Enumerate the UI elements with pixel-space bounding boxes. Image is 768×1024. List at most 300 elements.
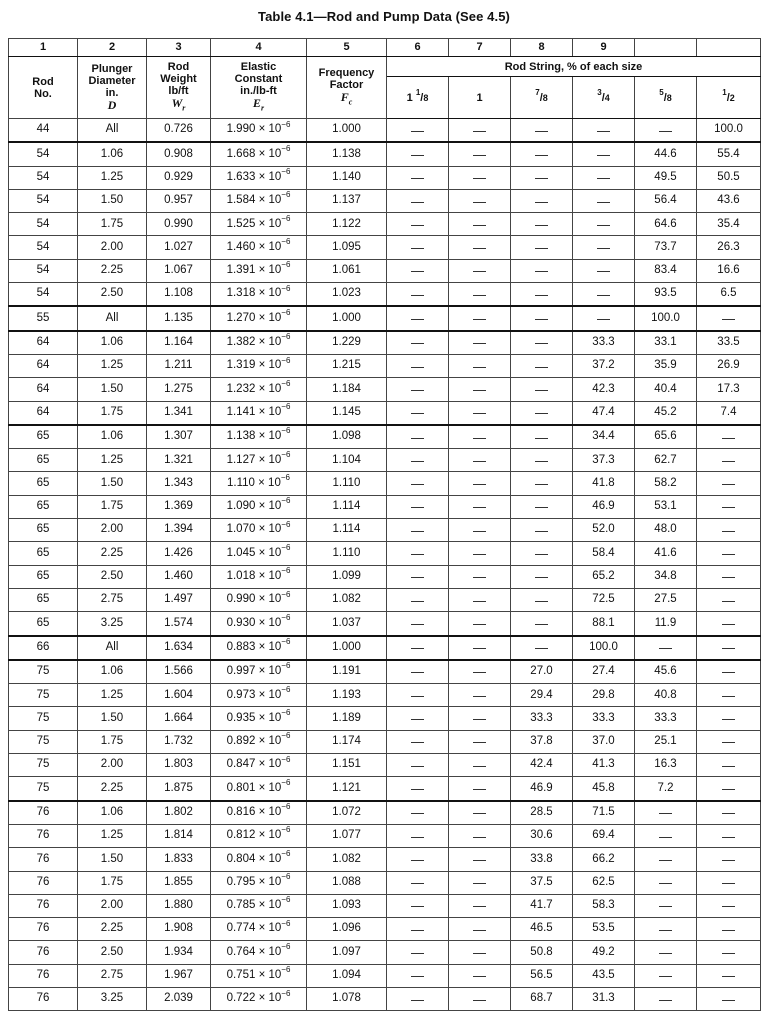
cell-pct-5-8: 40.4 bbox=[635, 378, 697, 401]
cell-elastic-constant: $1.460 \times 10^{-6}$ bbox=[211, 236, 307, 259]
table-row bbox=[9, 142, 761, 166]
cell-rod-weight: 1.634 bbox=[147, 636, 211, 660]
cell-elastic-constant: $0.847 \times 10^{-6}$ bbox=[211, 754, 307, 777]
cell-pct-5-8: 16.3 bbox=[635, 754, 697, 777]
column-number: 2 bbox=[78, 39, 147, 57]
cell-frequency-factor: 1.000 bbox=[307, 119, 387, 143]
cell-pct-5-8: — bbox=[635, 987, 697, 1010]
cell-rod-weight: 1.664 bbox=[147, 707, 211, 730]
cell-pct-5-8: 7.2 bbox=[635, 777, 697, 801]
cell-rod-weight: 2.039 bbox=[147, 987, 211, 1010]
cell-frequency-factor: 1.094 bbox=[307, 964, 387, 987]
cell-pct-1-2: — bbox=[697, 449, 761, 472]
cell-pct-5-8: 62.7 bbox=[635, 449, 697, 472]
cell-pct-1-2: — bbox=[697, 848, 761, 871]
cell-pct-3-4: — bbox=[573, 213, 635, 236]
cell-frequency-factor: 1.151 bbox=[307, 754, 387, 777]
cell-pct-5-8: 33.1 bbox=[635, 331, 697, 355]
column-number: 9 bbox=[573, 39, 635, 57]
table-row bbox=[9, 495, 761, 518]
cell-elastic-constant: $1.138 \times 10^{-6}$ bbox=[211, 425, 307, 449]
cell-pct-5-8: — bbox=[635, 119, 697, 143]
cell-rod-weight: 1.732 bbox=[147, 730, 211, 753]
cell-pct-1-1-8: — bbox=[387, 918, 449, 941]
cell-frequency-factor: 1.145 bbox=[307, 401, 387, 425]
cell-pct-1-2: 50.5 bbox=[697, 166, 761, 189]
cell-pct-1-1-8: — bbox=[387, 964, 449, 987]
cell-rod-no: 54 bbox=[9, 259, 78, 282]
cell-pct-3-4: — bbox=[573, 189, 635, 212]
cell-elastic-constant: $1.045 \times 10^{-6}$ bbox=[211, 542, 307, 565]
cell-rod-weight: 1.426 bbox=[147, 542, 211, 565]
cell-elastic-constant: $1.318 \times 10^{-6}$ bbox=[211, 283, 307, 307]
cell-pct-5-8: 83.4 bbox=[635, 259, 697, 282]
column-number: 5 bbox=[307, 39, 387, 57]
cell-pct-1-1-8: — bbox=[387, 472, 449, 495]
cell-plunger-diameter: 3.25 bbox=[78, 987, 147, 1010]
cell-pct-7-8: 50.8 bbox=[511, 941, 573, 964]
cell-pct-7-8: — bbox=[511, 378, 573, 401]
cell-pct-5-8: — bbox=[635, 918, 697, 941]
cell-pct-7-8: 46.5 bbox=[511, 918, 573, 941]
cell-rod-no: 76 bbox=[9, 801, 78, 825]
cell-pct-3-4: 58.3 bbox=[573, 894, 635, 917]
cell-frequency-factor: 1.096 bbox=[307, 918, 387, 941]
cell-pct-3-4: 100.0 bbox=[573, 636, 635, 660]
cell-pct-3-4: — bbox=[573, 236, 635, 259]
column-number: 1 bbox=[9, 39, 78, 57]
cell-pct-1-1-8: — bbox=[387, 306, 449, 330]
cell-plunger-diameter: 1.06 bbox=[78, 801, 147, 825]
cell-pct-3-4: 52.0 bbox=[573, 519, 635, 542]
cell-pct-7-8: — bbox=[511, 354, 573, 377]
header-rod-no bbox=[9, 57, 78, 119]
cell-plunger-diameter: 1.06 bbox=[78, 660, 147, 684]
column-number: 8 bbox=[511, 39, 573, 57]
cell-pct-3-4: 31.3 bbox=[573, 987, 635, 1010]
cell-pct-1: — bbox=[449, 848, 511, 871]
cell-rod-no: 54 bbox=[9, 189, 78, 212]
cell-pct-1-2: 26.3 bbox=[697, 236, 761, 259]
cell-pct-1-2: — bbox=[697, 495, 761, 518]
cell-pct-1: — bbox=[449, 166, 511, 189]
cell-pct-3-4: 47.4 bbox=[573, 401, 635, 425]
table-row bbox=[9, 824, 761, 847]
cell-pct-1-2: — bbox=[697, 777, 761, 801]
cell-elastic-constant: $0.801 \times 10^{-6}$ bbox=[211, 777, 307, 801]
cell-pct-1-1-8: — bbox=[387, 189, 449, 212]
cell-pct-1-2: — bbox=[697, 306, 761, 330]
cell-pct-7-8: 33.8 bbox=[511, 848, 573, 871]
cell-pct-5-8: 49.5 bbox=[635, 166, 697, 189]
cell-pct-1: — bbox=[449, 707, 511, 730]
cell-rod-no: 76 bbox=[9, 941, 78, 964]
cell-pct-7-8: — bbox=[511, 519, 573, 542]
cell-frequency-factor: 1.000 bbox=[307, 306, 387, 330]
cell-pct-1: — bbox=[449, 777, 511, 801]
cell-rod-no: 65 bbox=[9, 588, 78, 611]
table-row bbox=[9, 236, 761, 259]
cell-rod-no: 65 bbox=[9, 565, 78, 588]
cell-pct-3-4: — bbox=[573, 283, 635, 307]
cell-pct-5-8: 53.1 bbox=[635, 495, 697, 518]
cell-rod-no: 76 bbox=[9, 848, 78, 871]
header-weight-symbol: $W_r$ bbox=[171, 95, 186, 113]
cell-frequency-factor: 1.138 bbox=[307, 142, 387, 166]
cell-pct-5-8: 64.6 bbox=[635, 213, 697, 236]
header-elastic-symbol: $E_r$ bbox=[252, 95, 265, 113]
cell-plunger-diameter: 2.75 bbox=[78, 588, 147, 611]
cell-pct-1-2: — bbox=[697, 824, 761, 847]
cell-rod-no: 75 bbox=[9, 660, 78, 684]
table-row bbox=[9, 612, 761, 636]
cell-elastic-constant: $1.382 \times 10^{-6}$ bbox=[211, 331, 307, 355]
cell-pct-7-8: — bbox=[511, 588, 573, 611]
cell-pct-5-8: — bbox=[635, 871, 697, 894]
cell-plunger-diameter: 1.50 bbox=[78, 378, 147, 401]
cell-elastic-constant: $1.319 \times 10^{-6}$ bbox=[211, 354, 307, 377]
cell-pct-7-8: — bbox=[511, 166, 573, 189]
cell-frequency-factor: 1.137 bbox=[307, 189, 387, 212]
cell-rod-no: 76 bbox=[9, 987, 78, 1010]
cell-rod-no: 75 bbox=[9, 684, 78, 707]
table-row bbox=[9, 542, 761, 565]
cell-rod-weight: 1.574 bbox=[147, 612, 211, 636]
cell-pct-1-1-8: — bbox=[387, 777, 449, 801]
cell-rod-no: 76 bbox=[9, 871, 78, 894]
cell-rod-no: 54 bbox=[9, 166, 78, 189]
cell-pct-1-2: — bbox=[697, 964, 761, 987]
cell-pct-1-2: — bbox=[697, 588, 761, 611]
header-plunger-symbol: D bbox=[107, 98, 117, 112]
cell-pct-1-1-8: — bbox=[387, 213, 449, 236]
cell-pct-3-4: 53.5 bbox=[573, 918, 635, 941]
cell-pct-1-2: — bbox=[697, 730, 761, 753]
cell-frequency-factor: 1.229 bbox=[307, 331, 387, 355]
cell-pct-1-2: 100.0 bbox=[697, 119, 761, 143]
cell-elastic-constant: $0.990 \times 10^{-6}$ bbox=[211, 588, 307, 611]
table-body bbox=[9, 119, 761, 1011]
cell-pct-1: — bbox=[449, 401, 511, 425]
cell-elastic-constant: $1.633 \times 10^{-6}$ bbox=[211, 166, 307, 189]
cell-frequency-factor: 1.088 bbox=[307, 871, 387, 894]
cell-pct-1: — bbox=[449, 378, 511, 401]
cell-plunger-diameter: 2.00 bbox=[78, 236, 147, 259]
cell-pct-1-1-8: — bbox=[387, 871, 449, 894]
cell-pct-1: — bbox=[449, 754, 511, 777]
cell-pct-1: — bbox=[449, 801, 511, 825]
cell-pct-1-2: 55.4 bbox=[697, 142, 761, 166]
table-row bbox=[9, 964, 761, 987]
table-row bbox=[9, 660, 761, 684]
cell-pct-1: — bbox=[449, 941, 511, 964]
cell-elastic-constant: $0.935 \times 10^{-6}$ bbox=[211, 707, 307, 730]
cell-pct-3-4: 71.5 bbox=[573, 801, 635, 825]
cell-pct-7-8: 41.7 bbox=[511, 894, 573, 917]
cell-frequency-factor: 1.023 bbox=[307, 283, 387, 307]
cell-pct-1-1-8: — bbox=[387, 941, 449, 964]
table-row bbox=[9, 519, 761, 542]
cell-pct-5-8: — bbox=[635, 636, 697, 660]
table-row bbox=[9, 283, 761, 307]
cell-plunger-diameter: 1.50 bbox=[78, 472, 147, 495]
cell-pct-3-4: 37.2 bbox=[573, 354, 635, 377]
cell-rod-no: 65 bbox=[9, 612, 78, 636]
cell-rod-weight: 1.321 bbox=[147, 449, 211, 472]
cell-plunger-diameter: 1.50 bbox=[78, 707, 147, 730]
cell-pct-1: — bbox=[449, 425, 511, 449]
cell-rod-no: 76 bbox=[9, 918, 78, 941]
cell-pct-5-8: — bbox=[635, 964, 697, 987]
cell-pct-5-8: 25.1 bbox=[635, 730, 697, 753]
header-weight-label: Rod Weight lb/ft bbox=[160, 60, 197, 97]
cell-rod-weight: 1.211 bbox=[147, 354, 211, 377]
cell-rod-weight: 1.108 bbox=[147, 283, 211, 307]
cell-pct-3-4: 88.1 bbox=[573, 612, 635, 636]
table-row bbox=[9, 918, 761, 941]
cell-pct-7-8: — bbox=[511, 612, 573, 636]
cell-pct-1-2: — bbox=[697, 941, 761, 964]
cell-pct-5-8: 34.8 bbox=[635, 565, 697, 588]
cell-pct-1: — bbox=[449, 684, 511, 707]
cell-frequency-factor: 1.121 bbox=[307, 777, 387, 801]
table-row bbox=[9, 259, 761, 282]
cell-pct-1: — bbox=[449, 119, 511, 143]
table-row bbox=[9, 166, 761, 189]
cell-pct-3-4: 33.3 bbox=[573, 331, 635, 355]
cell-frequency-factor: 1.000 bbox=[307, 636, 387, 660]
cell-pct-1-2: — bbox=[697, 684, 761, 707]
cell-pct-1-1-8: — bbox=[387, 730, 449, 753]
cell-pct-3-4: 33.3 bbox=[573, 707, 635, 730]
cell-pct-1-2: — bbox=[697, 754, 761, 777]
cell-rod-weight: 1.460 bbox=[147, 565, 211, 588]
cell-pct-1-1-8: — bbox=[387, 801, 449, 825]
cell-pct-3-4: 49.2 bbox=[573, 941, 635, 964]
cell-pct-7-8: — bbox=[511, 425, 573, 449]
column-number: 7 bbox=[449, 39, 511, 57]
cell-pct-1-1-8: — bbox=[387, 495, 449, 518]
cell-pct-1: — bbox=[449, 612, 511, 636]
cell-pct-1-2: — bbox=[697, 987, 761, 1010]
cell-pct-1: — bbox=[449, 495, 511, 518]
cell-pct-5-8: 33.3 bbox=[635, 707, 697, 730]
cell-pct-7-8: — bbox=[511, 213, 573, 236]
cell-elastic-constant: $0.774 \times 10^{-6}$ bbox=[211, 918, 307, 941]
header-rod-string: Rod String, % of each size bbox=[387, 57, 761, 77]
cell-rod-no: 76 bbox=[9, 824, 78, 847]
header-freq-symbol: $F_c$ bbox=[340, 89, 353, 107]
cell-elastic-constant: $0.973 \times 10^{-6}$ bbox=[211, 684, 307, 707]
cell-plunger-diameter: 1.25 bbox=[78, 354, 147, 377]
cell-rod-weight: 1.135 bbox=[147, 306, 211, 330]
cell-pct-3-4: 58.4 bbox=[573, 542, 635, 565]
table-row bbox=[9, 425, 761, 449]
cell-pct-5-8: — bbox=[635, 941, 697, 964]
cell-elastic-constant: $0.997 \times 10^{-6}$ bbox=[211, 660, 307, 684]
cell-rod-weight: 1.027 bbox=[147, 236, 211, 259]
cell-pct-1-1-8: — bbox=[387, 519, 449, 542]
cell-pct-1-1-8: — bbox=[387, 449, 449, 472]
cell-rod-no: 76 bbox=[9, 964, 78, 987]
cell-pct-3-4: 43.5 bbox=[573, 964, 635, 987]
cell-pct-1-2: — bbox=[697, 871, 761, 894]
cell-pct-1-2: — bbox=[697, 707, 761, 730]
table-row bbox=[9, 472, 761, 495]
header-size-1-1-8: 1 $^1$/8 bbox=[387, 77, 449, 119]
cell-pct-1-2: — bbox=[697, 472, 761, 495]
table-row bbox=[9, 306, 761, 330]
cell-pct-7-8: 46.9 bbox=[511, 777, 573, 801]
cell-rod-weight: 1.566 bbox=[147, 660, 211, 684]
cell-rod-no: 64 bbox=[9, 378, 78, 401]
cell-pct-5-8: 73.7 bbox=[635, 236, 697, 259]
cell-pct-1-2: 6.5 bbox=[697, 283, 761, 307]
cell-pct-5-8: 56.4 bbox=[635, 189, 697, 212]
cell-plunger-diameter: 1.25 bbox=[78, 449, 147, 472]
cell-pct-5-8: 27.5 bbox=[635, 588, 697, 611]
cell-pct-7-8: — bbox=[511, 142, 573, 166]
cell-rod-no: 65 bbox=[9, 495, 78, 518]
cell-pct-3-4: 69.4 bbox=[573, 824, 635, 847]
cell-frequency-factor: 1.110 bbox=[307, 472, 387, 495]
cell-frequency-factor: 1.114 bbox=[307, 495, 387, 518]
cell-pct-3-4: 62.5 bbox=[573, 871, 635, 894]
cell-pct-1-1-8: — bbox=[387, 166, 449, 189]
cell-pct-3-4: 72.5 bbox=[573, 588, 635, 611]
table-title: Table 4.1—Rod and Pump Data (See 4.5) bbox=[258, 9, 510, 24]
cell-pct-1-2: — bbox=[697, 565, 761, 588]
header-plunger-diameter bbox=[78, 57, 147, 119]
cell-pct-1: — bbox=[449, 542, 511, 565]
cell-pct-1-2: — bbox=[697, 918, 761, 941]
cell-rod-weight: 1.067 bbox=[147, 259, 211, 282]
table-row bbox=[9, 801, 761, 825]
cell-pct-1-1-8: — bbox=[387, 824, 449, 847]
cell-pct-1-2: 26.9 bbox=[697, 354, 761, 377]
cell-pct-3-4: 37.0 bbox=[573, 730, 635, 753]
cell-pct-7-8: 42.4 bbox=[511, 754, 573, 777]
table-row bbox=[9, 987, 761, 1010]
cell-elastic-constant: $1.141 \times 10^{-6}$ bbox=[211, 401, 307, 425]
cell-pct-1: — bbox=[449, 660, 511, 684]
cell-rod-no: 54 bbox=[9, 213, 78, 236]
cell-plunger-diameter: 2.00 bbox=[78, 894, 147, 917]
cell-frequency-factor: 1.114 bbox=[307, 519, 387, 542]
cell-plunger-diameter: 1.25 bbox=[78, 684, 147, 707]
cell-elastic-constant: $0.751 \times 10^{-6}$ bbox=[211, 964, 307, 987]
cell-pct-3-4: 66.2 bbox=[573, 848, 635, 871]
cell-plunger-diameter: 2.25 bbox=[78, 542, 147, 565]
table-row bbox=[9, 777, 761, 801]
cell-plunger-diameter: 2.25 bbox=[78, 259, 147, 282]
cell-elastic-constant: $1.232 \times 10^{-6}$ bbox=[211, 378, 307, 401]
cell-pct-1-2: 43.6 bbox=[697, 189, 761, 212]
table-row bbox=[9, 565, 761, 588]
cell-pct-7-8: — bbox=[511, 542, 573, 565]
cell-plunger-diameter: 2.00 bbox=[78, 754, 147, 777]
header-frequency-factor bbox=[307, 57, 387, 119]
cell-pct-5-8: 40.8 bbox=[635, 684, 697, 707]
cell-pct-1-1-8: — bbox=[387, 401, 449, 425]
cell-elastic-constant: $1.110 \times 10^{-6}$ bbox=[211, 472, 307, 495]
cell-rod-no: 64 bbox=[9, 354, 78, 377]
cell-frequency-factor: 1.098 bbox=[307, 425, 387, 449]
cell-rod-weight: 0.990 bbox=[147, 213, 211, 236]
cell-pct-7-8: 37.5 bbox=[511, 871, 573, 894]
cell-frequency-factor: 1.077 bbox=[307, 824, 387, 847]
cell-pct-7-8: 29.4 bbox=[511, 684, 573, 707]
cell-pct-3-4: 27.4 bbox=[573, 660, 635, 684]
table-row bbox=[9, 331, 761, 355]
cell-plunger-diameter: 1.75 bbox=[78, 213, 147, 236]
cell-pct-1: — bbox=[449, 824, 511, 847]
header-elastic-constant bbox=[211, 57, 307, 119]
cell-pct-5-8: — bbox=[635, 848, 697, 871]
cell-pct-5-8: 93.5 bbox=[635, 283, 697, 307]
cell-rod-weight: 1.908 bbox=[147, 918, 211, 941]
cell-frequency-factor: 1.140 bbox=[307, 166, 387, 189]
cell-elastic-constant: $0.804 \times 10^{-6}$ bbox=[211, 848, 307, 871]
cell-pct-5-8: 41.6 bbox=[635, 542, 697, 565]
cell-pct-1-1-8: — bbox=[387, 565, 449, 588]
cell-rod-weight: 1.604 bbox=[147, 684, 211, 707]
cell-frequency-factor: 1.191 bbox=[307, 660, 387, 684]
cell-pct-1: — bbox=[449, 588, 511, 611]
cell-pct-1: — bbox=[449, 306, 511, 330]
cell-rod-weight: 1.814 bbox=[147, 824, 211, 847]
cell-pct-1: — bbox=[449, 189, 511, 212]
cell-elastic-constant: $0.722 \times 10^{-6}$ bbox=[211, 987, 307, 1010]
cell-plunger-diameter: 1.75 bbox=[78, 871, 147, 894]
cell-frequency-factor: 1.037 bbox=[307, 612, 387, 636]
cell-rod-weight: 1.802 bbox=[147, 801, 211, 825]
cell-plunger-diameter: 2.50 bbox=[78, 565, 147, 588]
cell-elastic-constant: $0.930 \times 10^{-6}$ bbox=[211, 612, 307, 636]
cell-plunger-diameter: 1.75 bbox=[78, 401, 147, 425]
cell-pct-3-4: 37.3 bbox=[573, 449, 635, 472]
cell-pct-5-8: 45.6 bbox=[635, 660, 697, 684]
cell-rod-weight: 1.164 bbox=[147, 331, 211, 355]
cell-pct-1-1-8: — bbox=[387, 987, 449, 1010]
cell-frequency-factor: 1.072 bbox=[307, 801, 387, 825]
cell-plunger-diameter: 1.06 bbox=[78, 331, 147, 355]
cell-rod-no: 75 bbox=[9, 730, 78, 753]
cell-elastic-constant: $0.764 \times 10^{-6}$ bbox=[211, 941, 307, 964]
header-size-5-8: $^5$/8 bbox=[635, 77, 697, 119]
cell-pct-1: — bbox=[449, 964, 511, 987]
cell-pct-7-8: 28.5 bbox=[511, 801, 573, 825]
header-size-1-2: $^1$/2 bbox=[697, 77, 761, 119]
cell-elastic-constant: $1.127 \times 10^{-6}$ bbox=[211, 449, 307, 472]
cell-pct-3-4: 46.9 bbox=[573, 495, 635, 518]
cell-plunger-diameter: 2.50 bbox=[78, 941, 147, 964]
cell-pct-1-1-8: — bbox=[387, 331, 449, 355]
cell-rod-weight: 1.497 bbox=[147, 588, 211, 611]
header-rod-weight bbox=[147, 57, 211, 119]
cell-elastic-constant: $1.584 \times 10^{-6}$ bbox=[211, 189, 307, 212]
table-row bbox=[9, 401, 761, 425]
cell-plunger-diameter: 3.25 bbox=[78, 612, 147, 636]
cell-rod-no: 75 bbox=[9, 707, 78, 730]
cell-plunger-diameter: 1.50 bbox=[78, 848, 147, 871]
cell-elastic-constant: $1.990 \times 10^{-6}$ bbox=[211, 119, 307, 143]
cell-frequency-factor: 1.078 bbox=[307, 987, 387, 1010]
cell-elastic-constant: $1.070 \times 10^{-6}$ bbox=[211, 519, 307, 542]
column-number: 4 bbox=[211, 39, 307, 57]
cell-pct-1-2: 33.5 bbox=[697, 331, 761, 355]
cell-pct-1: — bbox=[449, 213, 511, 236]
